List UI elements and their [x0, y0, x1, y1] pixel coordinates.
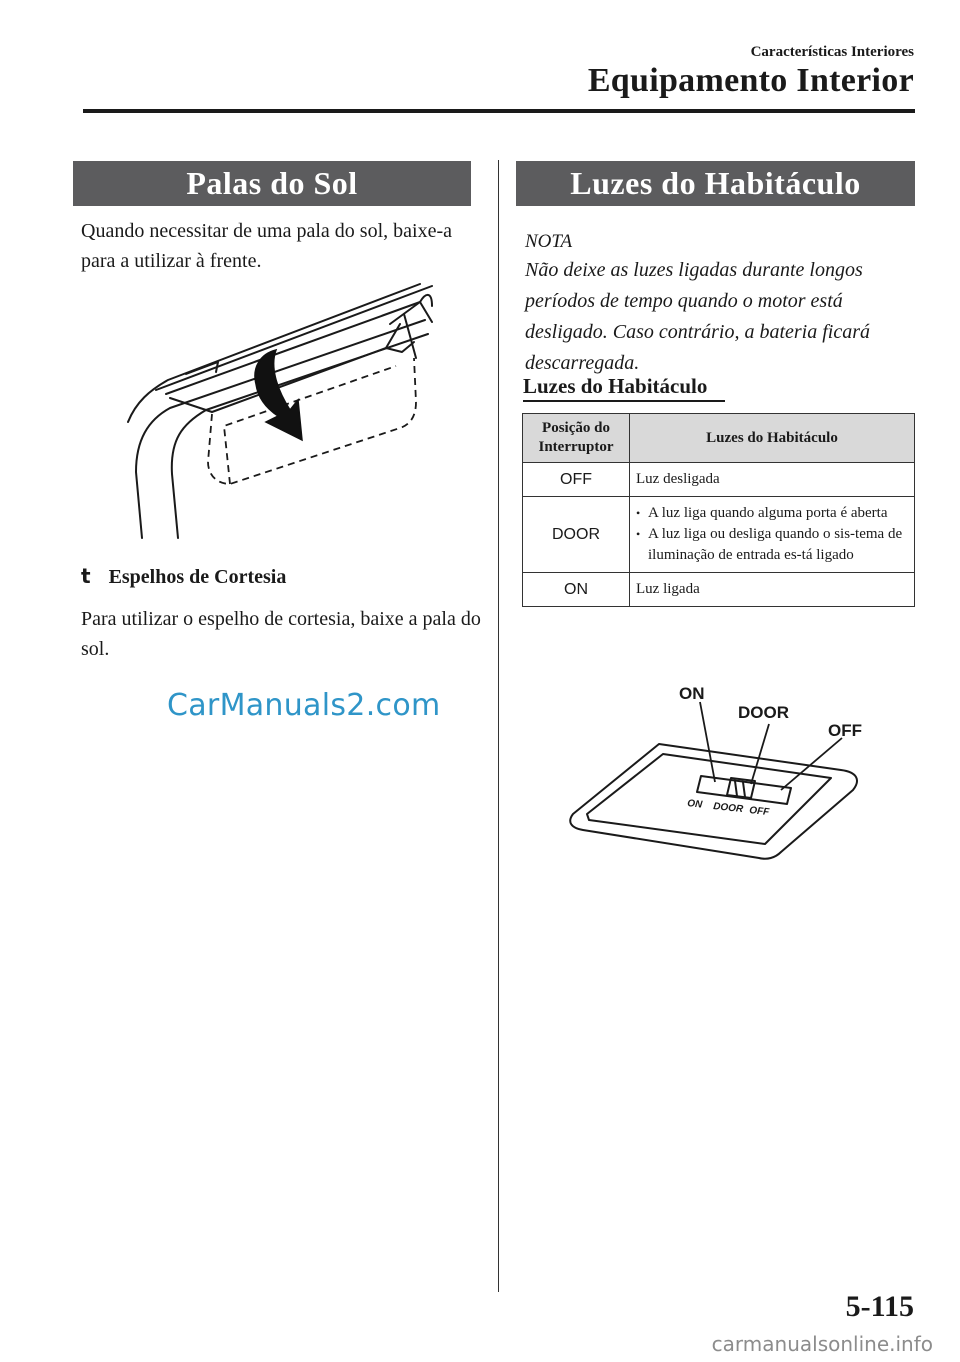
header-title: Equipamento Interior — [587, 62, 914, 99]
switch-label-off: OFF — [748, 805, 770, 819]
sun-visor-illustration — [120, 262, 440, 545]
position-on: ON — [523, 573, 630, 607]
position-door: DOOR — [523, 497, 630, 573]
vanity-mirror-text: Para utilizar o espelho de cortesia, baixe a pala do sol. — [81, 608, 481, 660]
switch-label-door: DOOR — [712, 801, 744, 816]
section-title-interior-lights: Luzes do Habitáculo — [516, 161, 915, 206]
note-label: NOTA — [525, 231, 573, 252]
footer-site-mark[interactable]: carmanualsonline.info — [711, 1332, 933, 1356]
table-header-row — [523, 414, 915, 463]
subsection-underline — [523, 400, 725, 402]
section-title-sun-visors: Palas do Sol — [73, 161, 471, 206]
sun-visor-intro: Quando necessitar de uma pala do sol, baixe-a para a utilizar à frente. — [81, 220, 452, 272]
position-off: OFF — [523, 463, 630, 497]
desc-on: Luz ligada — [630, 573, 915, 607]
switch-label-on: ON — [686, 798, 703, 811]
header-rule — [83, 109, 915, 113]
column-divider — [498, 160, 499, 1292]
callout-door: DOOR — [738, 703, 789, 722]
subsection-interior-lights: Luzes do Habitáculo — [523, 374, 708, 398]
watermark-link[interactable]: CarManuals2.com — [167, 688, 441, 723]
table-row — [523, 463, 915, 497]
interior-lamp-illustration — [565, 680, 885, 860]
note-text: Não deixe as luzes ligadas durante longos períodos de tempo quando o motor está desligado. Caso contrário, a bateria ficará descarregada. — [525, 259, 870, 374]
switch-position-table — [522, 413, 915, 607]
table-row — [523, 573, 915, 607]
page-number: 5-115 — [845, 1290, 914, 1323]
list-item: • A luz liga quando alguma porta é aberta — [636, 503, 908, 524]
subsection-bullet: t — [81, 564, 91, 588]
subsection-title: Espelhos de Cortesia — [108, 566, 287, 588]
callout-off: OFF — [828, 721, 862, 740]
desc-door — [630, 497, 915, 573]
list-item: • A luz liga ou desliga quando o sis-tema de iluminação de entrada es-tá ligado — [636, 524, 908, 566]
desc-off: Luz desligada — [630, 463, 915, 497]
header-chapter: Características Interiores — [750, 44, 914, 60]
subsection-vanity-mirrors — [81, 564, 286, 589]
table-header-lights: Luzes do Habitáculo — [630, 414, 915, 463]
callout-on: ON — [679, 684, 705, 703]
table-header-position: Posição do Interruptor — [523, 414, 630, 463]
table-row — [523, 497, 915, 573]
